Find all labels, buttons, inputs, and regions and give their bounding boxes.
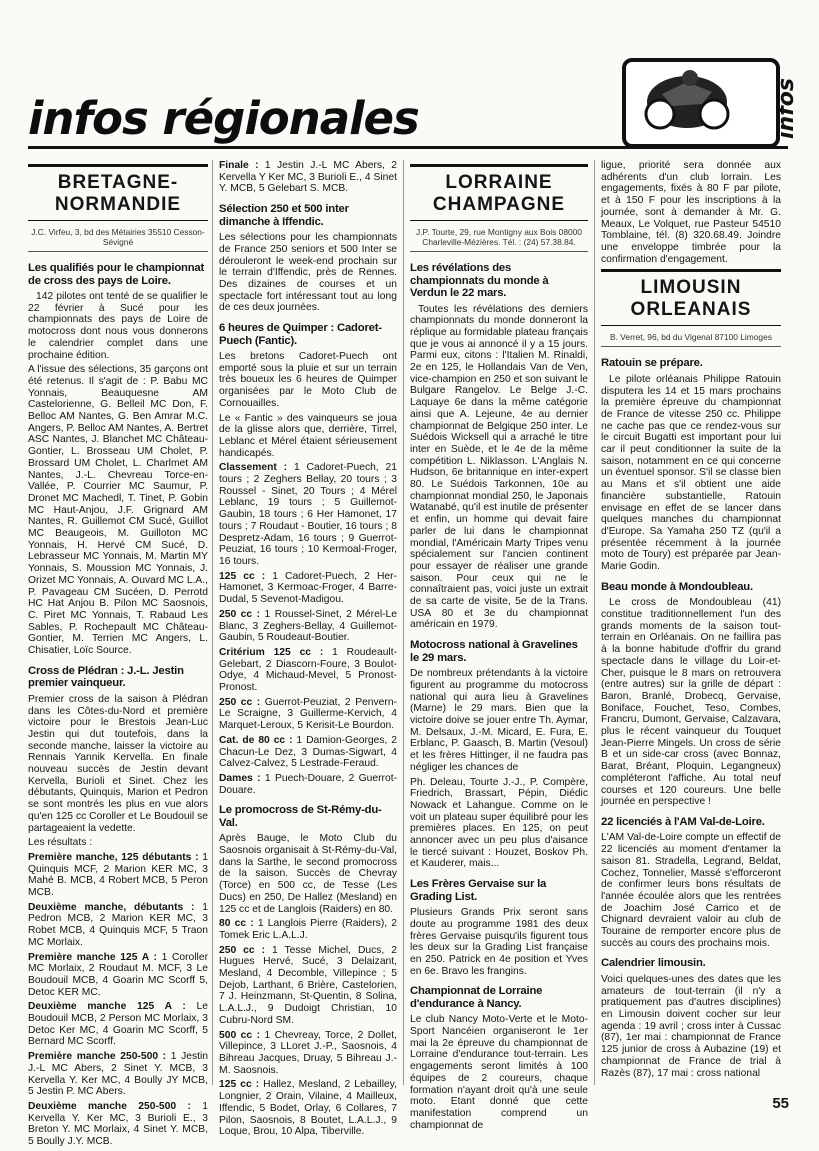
result-entry	[28, 852, 208, 899]
result-text: Le Boudouil MCB, 2 Person MC Morlaix, 3 Detoc Ker MC, 4 Goarin MC Scorff, 5 Bernard MC Scorff.	[28, 1001, 208, 1048]
logo-word: infos	[774, 78, 799, 139]
paragraph: ligue, priorité sera donnée aux adhérents d'un club lorrain. Les engagements, fixés à 80 F par pilote, et à 150 F pour les inscriptions à la journée, sont à demander à Mr. G. Meaux, Le Volquet, rue Pasteur 54510 Tomblaine, tél. (8) 320.68.49. Joindre une enveloppe timbrée pour la confirmation d'engagement.	[601, 160, 781, 265]
result-label: Dames :	[219, 772, 261, 784]
paragraph: Premier cross de la saison à Plédran dans les Côtes-du-Nord et première victoire pour le Brestois Jean-Luc Jestin qui dut toutefois, dans la seconde manche, laisser la victoire au Rennais Yannik Kervella. En finale nouveau succès de Jestin devant Kervella, Burioli et Sinet. Chez les débutants, Quinquis, Marion et Pedron se sont montrés les plus en vue alors qu'en 125 cc Coroller et Le Boudouil se partageaient la vedette.	[28, 693, 208, 834]
result-entry	[219, 773, 397, 796]
article-headline: Les révélations des championnats du monde à Verdun le 22 mars.	[410, 262, 549, 299]
result-entry	[28, 902, 208, 949]
article-headline: 22 licenciés à l'AM Val-de-Loire.	[601, 815, 765, 828]
region-header	[601, 269, 781, 326]
article-headline: Beau monde à Mondoubleau.	[601, 580, 753, 593]
motorcycle-illustration-icon	[632, 64, 742, 138]
region-name-line2: ORLEANAIS	[630, 299, 752, 321]
result-text: 1 Damion-Georges, 2 Chacun-Le Dez, 3 Dumas-Sigwart, 4 Calvez-Calvez, 5 Lestrade-Feraud.	[219, 734, 397, 770]
title-rule	[28, 146, 788, 149]
result-text: 1 Chevreay, Torce, 2 Dollet, Villepince, 3 LLoret J.-P., Saosnois, 4 Bihreau Jacques, Druay, 5 Bihreau J.-M. Saosnois.	[219, 1029, 397, 1076]
paragraph: Ph. Deleau, Tourte J.-J., P. Compère, Friedrich, Brassart, Pépin, Diédic Nowack et Lahangue. Comme on le voit un plateau super équilibré pour les premières places. En 125, on peut annoncer avec un peu plus d'aisance le tiercé suivant : Houzet, Boskov Ph. et Kauderer, mais...	[410, 776, 588, 870]
article-headline: Calendrier limousin.	[601, 957, 706, 970]
result-label: 125 cc :	[219, 570, 266, 582]
paragraph: Plusieurs Grands Prix seront sans doute au programme 1981 des deux frères Gervaise puisqu'ils figurent tous les deux sur la Grading List française en 250. Patrick en 4e position et Yves en 6e. Bravo les frangins.	[410, 907, 588, 977]
article-headline: Championnat de Lorraine d'endurance à Nancy.	[410, 985, 543, 1010]
column-divider	[212, 160, 213, 1085]
result-entry	[219, 609, 397, 644]
column-lorraine	[410, 160, 588, 1134]
result-text: 1 Jestin J.-L MC Abers, 2 Kervella Y Ker MC, 3 Burioli E., 4 Sinet Y. MCB, 5 Gelebart S. MCB.	[219, 160, 397, 195]
result-text: 1 Jestin J.-L MC Abers, 2 Sinet Y. MCB, 3 Kervella Y. Ker MC, 4 Boully JY MCB, 5 Jestin P. MC Abers.	[28, 1051, 208, 1098]
result-label: Classement :	[219, 462, 288, 474]
result-text: Hallez, Mesland, 2 Lebailley, Longnier, 2 Orain, Vilaine, 4 Mailleux, Iffendic, 5 Bodet, Orlay, 6 Collares, 7 Pilon, Saosnois, 8 Boutet, L.A.L.J., 9 Loque, Brou, 10 Alpa, Tiberville.	[219, 1079, 397, 1138]
column-bretagne	[28, 160, 208, 1151]
region-name-line1: LIMOUSIN	[640, 277, 742, 299]
result-text: 1 Cadoret-Puech, 21 tours ; 2 Zeghers Bellay, 20 tours ; 3 Roussel - Sinet, 20 Tours ; 4 Mérel Leblanc, 19 tours ; 5 Guillemot-Gaubin, 18 tours ; 6 Her Hamonet, 17 tours ; 7 Roudaut - Boutier, 16 tours ; 8 Despretz-Adam, 16 tours ; 9 Guerrot-Peuziat, 16 tours ; 10 Kermoal-Froger, 16 tours.	[219, 462, 397, 567]
result-label: Deuxième manche, débutants :	[28, 901, 195, 913]
result-entry	[219, 462, 397, 567]
result-label: 125 cc :	[219, 1079, 260, 1091]
result-label: Première manche 125 A :	[28, 951, 157, 963]
result-label: 250 cc :	[219, 608, 261, 620]
region-name: BRETAGNE-NORMANDIE	[54, 172, 182, 215]
result-text: 1 Roussel-Sinet, 2 Mérel-Le Blanc, 3 Zeghers-Bellay, 4 Guillemot-Gaubin, 5 Roudeaut-Boutier.	[219, 608, 397, 644]
result-entry	[219, 571, 397, 606]
paragraph: Toutes les révélations des derniers championnats du monde donneront la réplique au formidable plateau français que je vous ai annoncé il y a 15 jours. Parmi eux, citons : l'Italien M. Rinaldi, 2e en 125, le Hollandais Van de Ven, vice-champion en 250 et son suivant le Bulgare Rangelov. Le Belge J.-C. Laquaye 6e dans la même catégorie ainsi que A. Lejeune, 4e au dernier championnat de Belgique 250 inter. Le Suédois Wicksell qui a arraché le titre inter en Suède, et le 4e de la même compétition L. Niklasson. L'Anglais N. Hudson, 6e britannique en inter-expert 80. Le Suédois Tarkonnen, 10e au championnat mondial 250, le Japonais Watanabé, qu'il est inutile de présenter et enfin, un homme qui devait faire parler de lui dans le championnat mondial, l'Américain Marty Tripes venu spécialement sur l'ancien continent pour essayer de réaliser une grande saison. Pour ceux qui ne le connaîtraient pas, voici juste un extrait de sa carte de visite, 5e de la Trans. USA 80 et 3e du championnat américain en 1979.	[410, 303, 589, 631]
paragraph: Voici quelques-unes des dates que les amateurs de tout-terrain (il n'y a pratiquement pas d'autres disciplines) en Limousin doivent cocher sur leur agenda : 19 avril ; cross inter à Cussac (87), 1er mai : championnat de France 125 junior de cross à Aubazine (19) et championnat de France de trial à Razès (87), 17 mai : cross national	[601, 973, 781, 1079]
result-entry	[28, 1101, 208, 1148]
paragraph: L'AM Val-de-Loire compte un effectif de 22 licenciés au moment d'entamer la saison 81. Stradella, Legrand, Beldat, Cochez, Tonnelier, Massé s'efforceront de confirmer leurs bons résultats de l'année écoulée alors que les rentrées de Joachim José Carrico et de Chignard devraient valoir au club de Touraine de remporter encore plus de succès au cours des prochains mois.	[601, 832, 781, 949]
result-text: 1 Cadoret-Puech, 2 Her-Hamonet, 3 Kermoac-Froger, 4 Barre-Dudal, 5 Sevenot-Madigou.	[219, 570, 397, 606]
result-text: 1 Kervella Y. Ker MC, 3 Burioli E., 3 Breton Y. MC Morlaix, 4 Sinet Y. MCB, 5 Boully J.Y. MCB.	[28, 1101, 208, 1148]
result-text: Guerrot-Peuziat, 2 Penvern-Le Scraigne, 3 Guillerme-Kervich, 4 Marquet-Leroux, 5 Kerisit-Le Bourdon.	[219, 696, 397, 732]
column-limousin	[601, 160, 781, 1082]
paragraph: Les bretons Cadoret-Puech ont emporté sous la pluie et sur un terrain très boueux les 6 heures de Quimper organisées par le Moto Club de Cornouailles.	[219, 351, 397, 409]
article-headline: Les qualifiés pour le championnat de cross des pays de Loire.	[28, 262, 205, 287]
article-headline: Cross de Plédran : J.-L. Jestin premier vainqueur.	[28, 664, 184, 690]
result-label: Critérium 125 cc :	[219, 646, 324, 658]
region-header	[410, 164, 588, 221]
result-entry	[28, 1051, 208, 1098]
result-entry	[219, 735, 397, 770]
region-address: J.P. Tourte, 29, rue Montigny aux Bois 08000 Charleville-Mézières. Tél. : (24) 57.38.84.	[410, 227, 588, 252]
paragraph: De nombreux prétendants à la victoire figurent au programme du motocross national qui aura lieu à Gravelines (Marne) le 29 mars. Bien que la victoire doive se jouer entre Th. Aymar, M. Delsaux, J.-M. Micard, E. Fura, E. Erblanc, P. Gaasch, B. Martin (Vesoul) et les frères Hittinger, il ne faudra pas négliger les chances de	[410, 668, 588, 773]
result-entry	[28, 1001, 208, 1048]
result-text: 1 Tesse Michel, Ducs, 2 Hugues Hervé, Sucé, 3 Delaizant, Mesland, 4 Decomble, Villepince ; 5 Dejob, Larthant, 6 Brière, Castelorien, 7 J. Heinzmann, St-Quentin, 8 Solina, L.A.L.J., 9 Dudoigt Christian, 10 Cubru-Nord SM.	[219, 944, 397, 1026]
column-divider	[403, 160, 404, 1085]
result-label: 500 cc :	[219, 1029, 260, 1041]
result-label: 250 cc :	[219, 944, 266, 956]
infos-logo	[622, 58, 799, 148]
paragraph: Le club Nancy Moto-Verte et le Moto-Sport Nancéien organiseront le 1er mai la 2e épreuve du championnat de Lorraine d'endurance tout-terrain. Les engagements seront limités à 100 équipes de 2 coureurs, chaque formation n'ayant droit qu'à une seule moto. Etant donné que cette manifestation comprend un championnat de	[410, 1014, 588, 1131]
region-address: J.C. Virfeu, 3, bd des Métairies 35510 Cesson-Sévigné	[28, 227, 208, 252]
column-divider	[594, 160, 595, 1085]
result-label: Finale :	[219, 160, 259, 171]
result-text: 1 Pedron MCB, 2 Marion KER MC, 3 Robet MCB, 4 Quinquis MCF, 5 Traon MC Morlaix.	[28, 901, 208, 948]
article-headline: Le promocross de St-Rémy-du-Val.	[219, 804, 382, 829]
article-headline: Sélection 250 et 500 inter dimanche à Iffendic.	[219, 203, 349, 228]
result-label: Deuxième manche 250-500 :	[28, 1101, 191, 1112]
result-label: 80 cc :	[219, 918, 254, 930]
result-text: 1 Quinquis MCF, 2 Marion KER MC, 3 Mahé B. MCB, 4 Robert MCB, 5 Peron MCB.	[28, 851, 208, 899]
result-entry	[219, 918, 397, 941]
paragraph: Les sélections pour les championnats de France 250 seniors et 500 Inter se dérouleront le week-end prochain sur le terrain d'Iffendic, près de Rennes. Des dizaines de courses et un spectacle fort intéressant tout au long de ces deux journées.	[219, 232, 397, 314]
result-text: 1 Roudeault-Gelebart, 2 Diascorn-Foure, 3 Boulot-Odye, 4 Michaud-Mevel, 5 Pronost-Pronost.	[219, 646, 398, 694]
article-headline: Les Frères Gervaise sur la Grading List.	[410, 878, 547, 903]
result-entry	[219, 697, 397, 732]
region-name-line2: CHAMPAGNE	[432, 194, 566, 215]
result-text: 1 Langlois Pierre (Raiders), 2 Tomek Eric L.A.L.J.	[219, 918, 398, 941]
article-headline: Ratouin se prépare.	[601, 357, 703, 370]
result-text: 1 Puech-Douare, 2 Guerrot-Douare.	[219, 772, 398, 796]
result-entry	[219, 647, 397, 694]
paragraph: 142 pilotes ont tenté de se qualifier le 22 février à Sucé pour les championnats des pays de Loire de motocross dont nous vous donnerons le calendrier complet dans une prochaine édition.	[28, 291, 208, 361]
result-label: 250 cc :	[219, 696, 261, 708]
region-address: B. Verret, 96, bd du Vigenal 87100 Limoges	[601, 332, 781, 347]
article-headline: Motocross national à Gravelines le 29 mars.	[410, 639, 578, 664]
result-label: Première manche, 125 débutants :	[28, 851, 199, 863]
paragraph: Le cross de Mondoubleau (41) constitue traditionnellement l'un des grands moments de la saison tout-terrain en Orléanais. On ne faillira pas à la bonne habitude d'offrir du grand spectacle dans le village du Loir-et-Cher, puisque le 8 mars on retrouvera (entre autres) sur la grille de départ : Baron, Branlé, Drobecq, Gervaise, Boniface, Fouchet, Teso, Combes, Francru, Dumont, Gervaise, Calzavara, plus le récent vainqueur du Touquet Jean-Pierre Mingels. Un cross de série B et un side-car cross (avec Bonnaz, Barat, Bréant, Ploquin, Legangneux) compléteront l'affiche. Au total neuf courses et 120 coureurs. Une belle journée en perspective !	[601, 597, 781, 808]
region-header	[28, 164, 208, 221]
paragraph: A l'issue des sélections, 35 garçons ont été retenus. Il s'agit de : P. Babu MC Yonnais, Beauquesne AM Castelorienne, G. Belleil MC Don, F. Belloc AM Nantes, G. Ben Amrar M.C. Angers, P. Belloc AM Nantes, A. Bertret ASC Nantes, J. Blanchet MC Château-Gontier, L. Brosseau UM Cholet, P. Brossard UM Cholet, L. Charlmet AM Nantes, J.-L. Chevreau Torce-en-Vallée, P. Courrier MC Saumur, P. Dronet MC Machedl, T. Tinet, P. Gobin MC Haut-Anjou, J.F. Grignard AM Nantes, R. Guillemot CM Sucé, Guillot MC Beaugeois, M. Guilloton MC Yonnais, H. Hervé CM Sucé, D. Lebrasseur MC Yonnais, M. Martin MY Yonnais, S. Moussion MC Yonnais, J. Orizet MC Yonnais, A. Ouvard MC L.A., P. Pavageau CM Sucéen, D. Perrotd HC Hat Anjou B. Pilon MC Saosnois, C. Piret MC Yonnais, T. Rabaud Les Sables, P. Rochepault MC Château-Gontier, M. Terrien MC Angers, L. Chisatier, Loïc Source.	[28, 364, 208, 657]
result-text: 1 Coroller MC Morlaix, 2 Roudaut M. MCF, 3 Le Boudouil MCB, 4 Goarin MC Scorff 5, Detoc KER MC.	[28, 951, 208, 998]
page-number: 55	[772, 1095, 789, 1112]
paragraph: Les résultats :	[28, 837, 93, 849]
region-name-line1: LORRAINE	[445, 172, 553, 193]
paragraph: Après Bauge, le Moto Club du Saosnois organisait à St-Rémy-du-Val, dans la Sarthe, le second promocross de la saison. Succès de Chevray (Torce) en 500 cc, de Tesse (Les Ducs) en 250, De Hallez (Mesland) en 125 cc et de Langlois (Raiders) en 80.	[219, 833, 397, 915]
result-entry	[28, 952, 208, 999]
result-label: Deuxième manche 125 A :	[28, 1001, 186, 1013]
paragraph: Le « Fantic » des vainqueurs se joua de la glisse alors que, derrière, Tirrel, Leblanc et Mérel étaient sérieusement handicapés.	[219, 412, 397, 459]
page-title: infos régionales	[28, 92, 419, 145]
paragraph: Le pilote orléanais Philippe Ratouin disputera les 14 et 15 mars prochains la première épreuve du championnat de France de vitesse 250 cc. Philippe ne cache pas que ce rendez-vous sur le circuit Bugatti est important pour lui car il peut conditionner la suite de la saison, notamment en ce qui concerne un éventuel sponsor. S'il se classe bien au Mans et s'il obtient une aide financière substantielle, Ratouin envisage en effet de se lancer dans quelques manches du championnat d'Europe. Sa Yamaha 250 TZ (qu'il a présentée récemment à la journée moto de Toury) est préparée par Jean-Marie Godin.	[601, 373, 781, 573]
column-bretagne-continued	[219, 160, 397, 1141]
result-label: Première manche 250-500 :	[28, 1051, 167, 1063]
result-entry	[219, 945, 397, 1027]
result-entry	[219, 1079, 397, 1138]
article-headline: 6 heures de Quimper : Cadoret-Puech (Fantic).	[219, 322, 382, 347]
result-label: Cat. de 80 cc :	[219, 734, 293, 746]
result-entry	[219, 160, 397, 195]
result-entry	[219, 1030, 397, 1077]
